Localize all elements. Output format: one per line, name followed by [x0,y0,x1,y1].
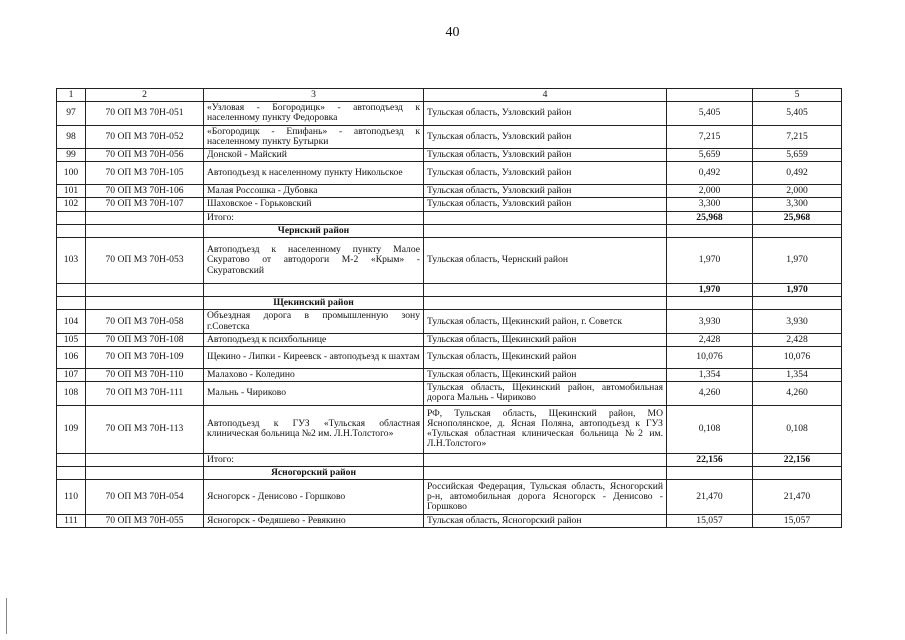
length-value-1: 2,000 [667,185,753,198]
road-code [86,284,204,297]
row-number: 103 [57,238,86,284]
table-row [57,347,842,369]
length-value-2: 0,108 [753,405,842,453]
row-number [57,224,86,237]
length-value-2: 3,930 [753,310,842,333]
road-code: 70 ОП МЗ 70Н-054 [86,480,204,515]
road-name: Мальнь - Чириково [204,382,424,405]
row-number: 111 [57,515,86,528]
road-location: Тульская область, Щекинский район [424,333,667,346]
road-location [424,297,667,310]
margin-mark [6,598,7,634]
length-value-2: 1,354 [753,369,842,382]
table-row [57,405,842,453]
length-value-2: 21,470 [753,480,842,515]
road-location: Тульская область, Щекинский район [424,347,667,369]
road-code: 70 ОП МЗ 70Н-107 [86,198,204,211]
total-row [57,453,842,466]
length-value-2 [753,466,842,479]
length-value-1: 15,057 [667,515,753,528]
road-location: Тульская область, Узловский район [424,149,667,162]
road-name: Итого: [204,211,424,224]
length-value-1: 3,930 [667,310,753,333]
road-name: Шаховское - Горьковский [204,198,424,211]
road-location: Российская Федерация, Тульская область, Ясногорский р-н, автомобильная дорога Ясногорск - Денисово - Горшково [424,480,667,515]
length-value-1: 0,492 [667,162,753,185]
total-row [57,284,842,297]
road-code: 70 ОП МЗ 70Н-113 [86,405,204,453]
length-value-2: 2,428 [753,333,842,346]
row-number: 104 [57,310,86,333]
row-number [57,297,86,310]
road-name: Ясногорск - Федяшево - Ревякино [204,515,424,528]
road-name: Итого: [204,453,424,466]
road-location: Тульская область, Узловский район [424,198,667,211]
roads-table-container [56,88,841,528]
road-name: Ясногорский район [204,466,424,479]
table-row [57,310,842,333]
road-code: 70 ОП МЗ 70Н-106 [86,185,204,198]
length-value-1: 2,428 [667,333,753,346]
length-value-2: 1,970 [753,238,842,284]
roads-table [56,88,842,528]
row-number: 109 [57,405,86,453]
table-header-row [57,89,842,102]
road-name: Автоподъезд к психбольнице [204,333,424,346]
row-number: 102 [57,198,86,211]
header-col-5: 5 [753,89,842,102]
length-value-2: 1,970 [753,284,842,297]
district-row [57,297,842,310]
road-name [204,284,424,297]
row-number: 108 [57,382,86,405]
road-code: 70 ОП МЗ 70Н-105 [86,162,204,185]
length-value-2: 0,492 [753,162,842,185]
row-number: 98 [57,125,86,148]
length-value-1: 22,156 [667,453,753,466]
table-row [57,382,842,405]
table-row [57,149,842,162]
total-row [57,211,842,224]
road-location [424,466,667,479]
road-name: Малая Россошка - Дубовка [204,185,424,198]
road-location: Тульская область, Узловский район [424,102,667,125]
length-value-1: 5,405 [667,102,753,125]
road-name: Автоподъезд к ГУЗ «Тульская областная клиническая больница №2 им. Л.Н.Толстого» [204,405,424,453]
header-col-1: 1 [57,89,86,102]
road-code [86,297,204,310]
row-number: 105 [57,333,86,346]
length-value-1: 5,659 [667,149,753,162]
length-value-1 [667,297,753,310]
length-value-1: 3,300 [667,198,753,211]
road-name: Малахово - Коледино [204,369,424,382]
length-value-1: 0,108 [667,405,753,453]
table-row [57,185,842,198]
length-value-1: 1,970 [667,238,753,284]
road-code: 70 ОП МЗ 70Н-110 [86,369,204,382]
road-location [424,284,667,297]
row-number [57,453,86,466]
length-value-2: 4,260 [753,382,842,405]
length-value-1: 25,968 [667,211,753,224]
length-value-2: 5,405 [753,102,842,125]
road-name: Ясногорск - Денисово - Горшково [204,480,424,515]
row-number: 110 [57,480,86,515]
road-name: Донской - Майский [204,149,424,162]
length-value-1 [667,224,753,237]
road-code: 70 ОП МЗ 70Н-051 [86,102,204,125]
road-location: Тульская область, Узловский район [424,162,667,185]
length-value-2: 3,300 [753,198,842,211]
road-code [86,211,204,224]
road-name: Автоподъезд к населенному пункту Малое Скуратово от автодороги М-2 «Крым» - Скуратовский [204,238,424,284]
row-number: 97 [57,102,86,125]
road-location: Тульская область, Щекинский район [424,369,667,382]
row-number [57,211,86,224]
header-col-2: 2 [86,89,204,102]
row-number: 107 [57,369,86,382]
road-location: Тульская область, Щекинский район, автомобильная дорога Мальнь - Чириково [424,382,667,405]
length-value-1: 4,260 [667,382,753,405]
road-code: 70 ОП МЗ 70Н-058 [86,310,204,333]
length-value-2: 25,968 [753,211,842,224]
table-row [57,515,842,528]
road-location: Тульская область, Ясногорский район [424,515,667,528]
road-location: Тульская область, Узловский район [424,125,667,148]
row-number [57,284,86,297]
road-location [424,211,667,224]
row-number: 100 [57,162,86,185]
table-row [57,238,842,284]
road-code: 70 ОП МЗ 70Н-056 [86,149,204,162]
table-row [57,162,842,185]
road-code: 70 ОП МЗ 70Н-109 [86,347,204,369]
length-value-2: 2,000 [753,185,842,198]
road-name: Чернский район [204,224,424,237]
length-value-2: 15,057 [753,515,842,528]
road-location: Тульская область, Щекинский район, г. Советск [424,310,667,333]
road-location [424,224,667,237]
length-value-1 [667,466,753,479]
length-value-2 [753,224,842,237]
road-location: Тульская область, Чернский район [424,238,667,284]
length-value-1: 10,076 [667,347,753,369]
road-code [86,224,204,237]
length-value-1: 7,215 [667,125,753,148]
road-code: 70 ОП МЗ 70Н-111 [86,382,204,405]
header-col-4b [667,89,753,102]
length-value-2: 5,659 [753,149,842,162]
table-row [57,480,842,515]
row-number: 101 [57,185,86,198]
road-name: Объездная дорога в промышленную зону г.Советска [204,310,424,333]
row-number: 99 [57,149,86,162]
road-code: 70 ОП МЗ 70Н-055 [86,515,204,528]
road-location: Тульская область, Узловский район [424,185,667,198]
row-number [57,466,86,479]
road-code: 70 ОП МЗ 70Н-052 [86,125,204,148]
length-value-2: 10,076 [753,347,842,369]
road-name: «Узловая - Богородицк» - автоподъезд к населенному пункту Федоровка [204,102,424,125]
table-row [57,102,842,125]
table-row [57,198,842,211]
table-row [57,369,842,382]
road-name: Щекинский район [204,297,424,310]
table-row [57,125,842,148]
length-value-1: 1,970 [667,284,753,297]
road-code [86,466,204,479]
road-location [424,453,667,466]
road-location: РФ, Тульская область, Щекинский район, МО Яснополянское, д. Ясная Поляна, автоподъезд к ГУЗ «Тульская областная клиническая больница №2 им. Л.Н.Толстого» [424,405,667,453]
road-code: 70 ОП МЗ 70Н-053 [86,238,204,284]
length-value-2: 22,156 [753,453,842,466]
length-value-1: 1,354 [667,369,753,382]
district-row [57,224,842,237]
header-col-3: 3 [204,89,424,102]
table-row [57,333,842,346]
length-value-2 [753,297,842,310]
road-name: Автоподъезд к населенному пункту Никольское [204,162,424,185]
road-name: «Богородицк - Епифань» - автоподъезд к населенному пункту Бутырки [204,125,424,148]
road-name: Щекино - Липки - Киреевск - автоподъезд к шахтам [204,347,424,369]
district-row [57,466,842,479]
length-value-2: 7,215 [753,125,842,148]
road-code [86,453,204,466]
row-number: 106 [57,347,86,369]
page-number: 40 [445,25,460,40]
header-col-4: 4 [424,89,667,102]
length-value-1: 21,470 [667,480,753,515]
road-code: 70 ОП МЗ 70Н-108 [86,333,204,346]
